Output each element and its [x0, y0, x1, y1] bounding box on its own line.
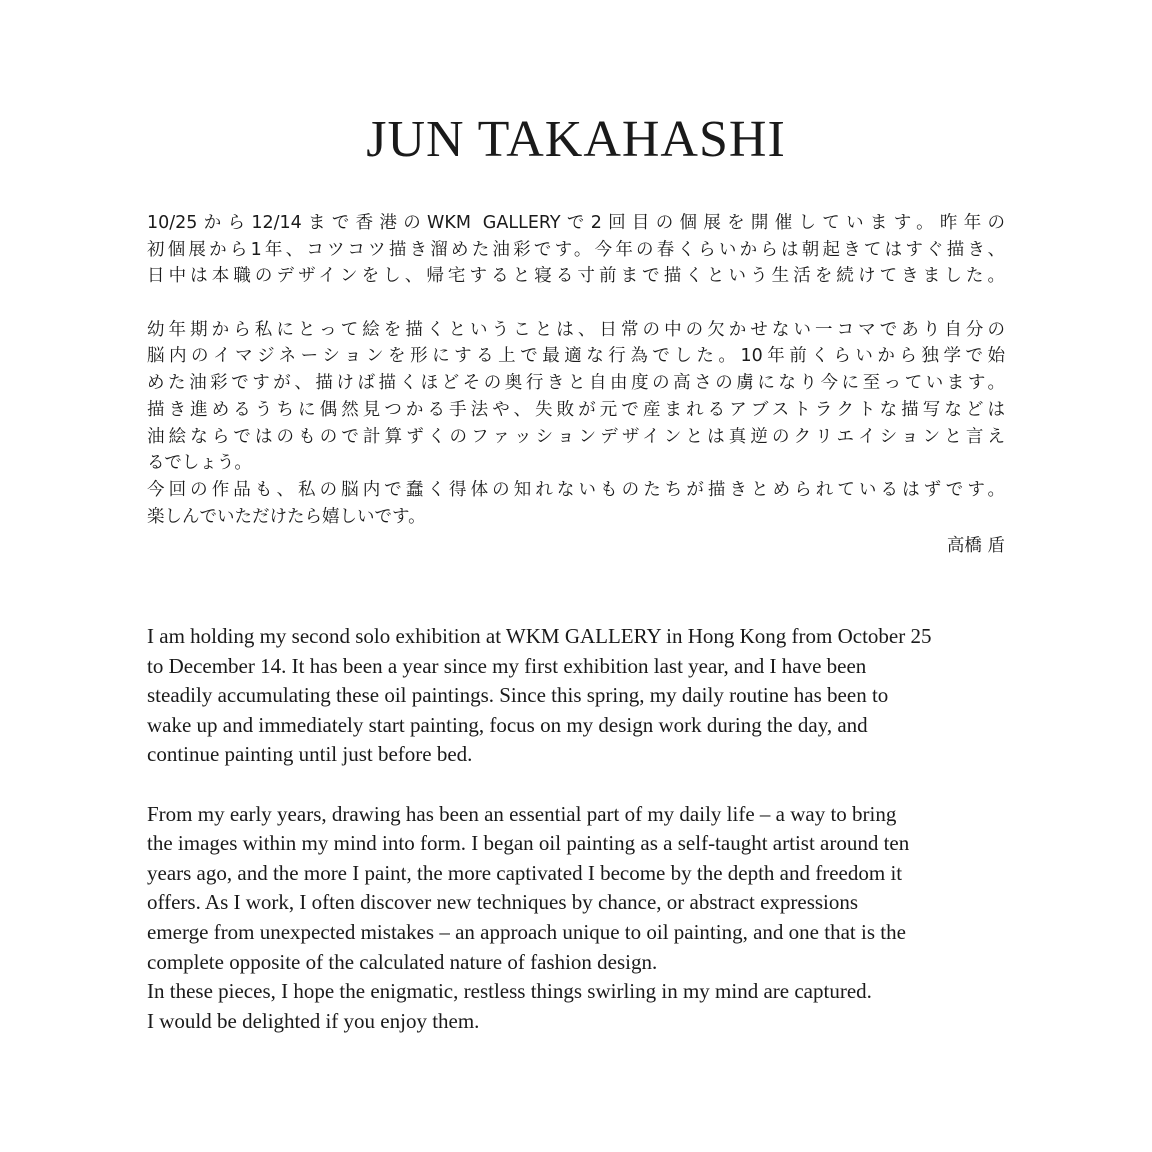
japanese-statement	[147, 210, 1005, 560]
en-line: emerge from unexpected mistakes – an approach unique to oil painting, and one that is the	[147, 919, 906, 944]
jp-line: 初個展から1年、コツコツ描き溜めた油彩です。今年の春くらいからは朝起きてはすぐ描き、	[147, 239, 1005, 260]
en-line: steadily accumulating these oil paintings. Since this spring, my daily routine has been to	[147, 683, 889, 708]
jp-line: 今回の作品も、私の脳内で蠢く得体の知れないものたちが描きとめられているはずです。	[147, 479, 1005, 500]
artist-name-title: JUN TAKAHASHI	[366, 111, 786, 168]
en-line: offers. As I work, I often discover new techniques by chance, or abstract expressions	[147, 890, 859, 915]
japanese-signature: 高橋 盾	[946, 536, 1005, 557]
jp-line: 幼年期から私にとって絵を描くということは、日常の中の欠かせない一コマであり自分の	[147, 319, 1005, 340]
jp-line: 日中は本職のデザインをし、帰宅すると寝る寸前まで描くという生活を続けてきました。	[147, 266, 1005, 287]
english-statement	[147, 622, 1007, 1036]
jp-line: 油絵ならではのもので計算ずくのファッションデザインとは真逆のクリエイションと言え	[147, 426, 1005, 447]
en-line: years ago, and the more I paint, the more captivated I become by the depth and freedom it	[147, 860, 903, 885]
paragraph-gap	[147, 290, 1005, 317]
en-line: From my early years, drawing has been an essential part of my daily life – a way to bring	[147, 801, 897, 826]
jp-line: 脳内のイマジネーションを形にする上で最適な行為でした。10年前くらいから独学で始	[147, 346, 1005, 367]
en-line: wake up and immediately start painting, focus on my design work during the day, and	[147, 712, 868, 737]
en-line: complete opposite of the calculated nature of fashion design.	[147, 949, 658, 974]
en-line: In these pieces, I hope the enigmatic, restless things swirling in my mind are captured.	[147, 979, 872, 1004]
jp-line: 10/25から12/14まで香港のWKM GALLERYで2回目の個展を開催しています。昨年の	[147, 213, 1005, 233]
paragraph-gap	[147, 770, 1007, 800]
en-line: I would be delighted if you enjoy them.	[147, 1008, 480, 1033]
jp-line: めた油彩ですが、描けば描くほどその奥行きと自由度の高さの虜になり今に至っています。	[147, 373, 1005, 394]
jp-line: るでしょう。	[147, 453, 252, 474]
en-line: continue painting until just before bed.	[147, 742, 473, 767]
en-line: to December 14. It has been a year since my first exhibition last year, and I have been	[147, 653, 867, 678]
en-line: I am holding my second solo exhibition at WKM GALLERY in Hong Kong from October 25	[147, 624, 932, 648]
en-line: the images within my mind into form. I began oil painting as a self-taught artist around ten	[147, 831, 910, 856]
jp-line: 描き進めるうちに偶然見つかる手法や、失敗が元で産まれるアブストラクトな描写などは	[147, 399, 1005, 420]
jp-line: 楽しんでいただけたら嬉しいです。	[147, 506, 426, 527]
